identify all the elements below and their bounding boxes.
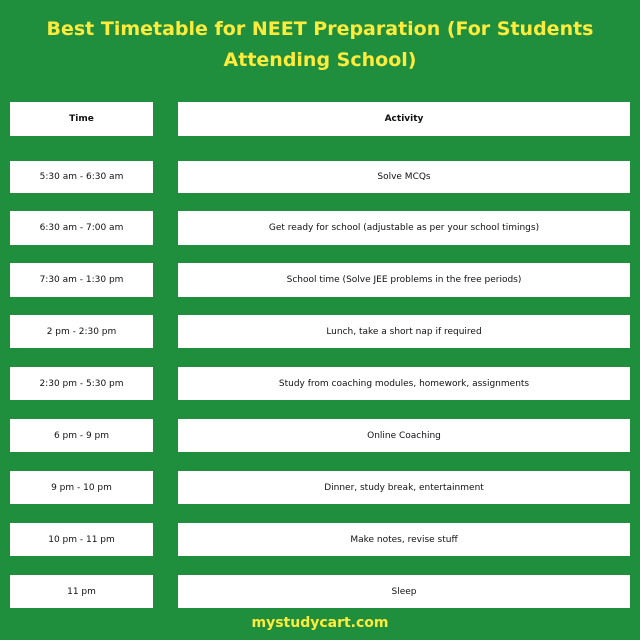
page-title-line-1: Best Timetable for NEET Preparation (For Students xyxy=(46,18,594,40)
page-title-line-2: Attending School) xyxy=(223,49,417,71)
time-cell: 5:30 am - 6:30 am xyxy=(10,161,153,193)
page-title xyxy=(0,14,640,76)
time-cell: 2 pm - 2:30 pm xyxy=(10,315,153,348)
column-header-activity: Activity xyxy=(178,102,630,136)
activity-cell: Lunch, take a short nap if required xyxy=(178,315,630,348)
activity-cell: School time (Solve JEE problems in the free periods) xyxy=(178,263,630,297)
time-cell: 6:30 am - 7:00 am xyxy=(10,211,153,245)
activity-cell: Dinner, study break, entertainment xyxy=(178,471,630,504)
site-footer: mystudycart.com xyxy=(251,615,389,631)
activity-cell: Solve MCQs xyxy=(178,161,630,193)
activity-cell: Online Coaching xyxy=(178,419,630,452)
time-cell: 11 pm xyxy=(10,575,153,608)
activity-cell: Make notes, revise stuff xyxy=(178,523,630,556)
activity-cell: Sleep xyxy=(178,575,630,608)
activity-cell: Get ready for school (adjustable as per your school timings) xyxy=(178,211,630,245)
time-cell: 9 pm - 10 pm xyxy=(10,471,153,504)
time-cell: 10 pm - 11 pm xyxy=(10,523,153,556)
column-header-time: Time xyxy=(10,102,153,136)
time-cell: 7:30 am - 1:30 pm xyxy=(10,263,153,297)
time-cell: 2:30 pm - 5:30 pm xyxy=(10,367,153,400)
time-cell: 6 pm - 9 pm xyxy=(10,419,153,452)
activity-cell: Study from coaching modules, homework, assignments xyxy=(178,367,630,400)
